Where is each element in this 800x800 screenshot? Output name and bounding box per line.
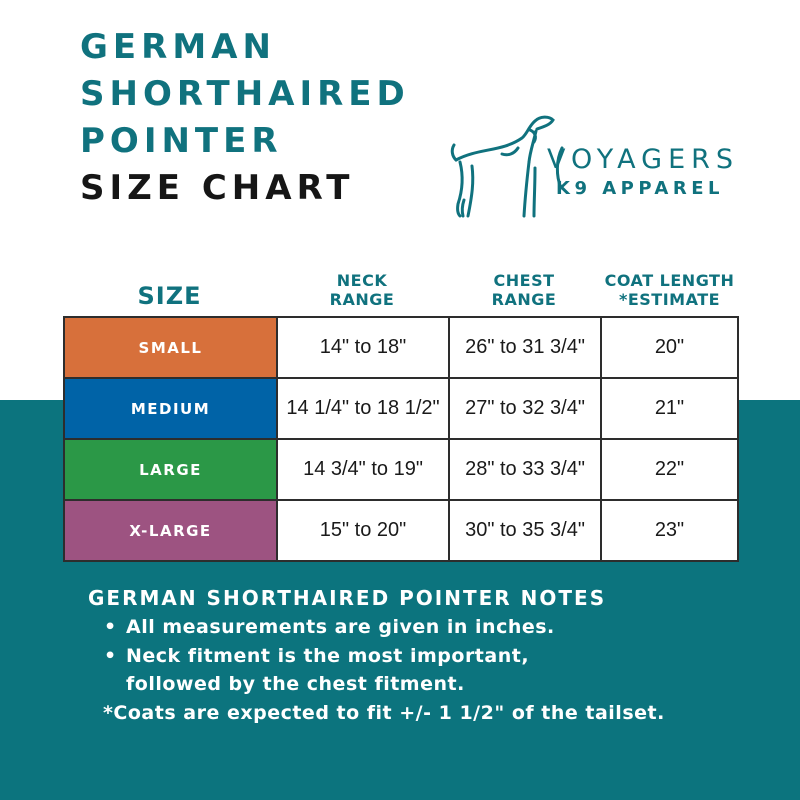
table-header-row [63, 260, 739, 316]
column-header-chest-range: CHEST RANGE [491, 271, 557, 309]
chest-cell-large: 28" to 33 3/4" [450, 440, 600, 499]
coat-cell-xlarge: 23" [602, 501, 737, 560]
brand-name: VOYAGERS [547, 144, 740, 175]
note-bullet-2: • Neck fitment is the most important, [88, 642, 748, 671]
size-cell-medium: MEDIUM [65, 379, 276, 438]
title-line-1: GERMAN [80, 27, 276, 67]
column-header-neck-range: NECK RANGE [329, 271, 395, 309]
chest-cell-medium: 27" to 32 3/4" [450, 379, 600, 438]
bullet-icon: • [104, 644, 117, 667]
bullet-icon: • [104, 616, 117, 638]
neck-cell-medium: 14 1/4" to 18 1/2" [278, 379, 448, 438]
title-line-3: POINTER [80, 121, 283, 161]
coat-cell-small: 20" [602, 318, 737, 377]
neck-cell-small: 14" to 18" [278, 318, 448, 377]
note-bullet-2-continued: followed by the chest fitment. [126, 673, 465, 695]
size-table [63, 260, 739, 562]
size-cell-small: SMALL [65, 318, 276, 377]
notes-section [88, 584, 748, 727]
table-body [63, 316, 739, 562]
size-cell-xlarge: X-LARGE [65, 501, 276, 560]
notes-heading: GERMAN SHORTHAIRED POINTER NOTES [88, 586, 607, 610]
note-footnote: *Coats are expected to fit +/- 1 1/2" of the tailset. [103, 701, 665, 724]
page-subtitle: SIZE CHART [80, 168, 355, 208]
chest-cell-small: 26" to 31 3/4" [450, 318, 600, 377]
chest-cell-xlarge: 30" to 35 3/4" [450, 501, 600, 560]
coat-cell-large: 22" [602, 440, 737, 499]
column-header-size: SIZE [137, 282, 202, 310]
page-title [80, 24, 410, 212]
title-line-2: SHORTHAIRED [80, 74, 410, 114]
brand-logo [450, 100, 750, 230]
note-bullet-1: • All measurements are given in inches. [88, 613, 748, 642]
neck-cell-large: 14 3/4" to 19" [278, 440, 448, 499]
brand-subname: K9 APPAREL [556, 178, 724, 199]
coat-cell-medium: 21" [602, 379, 737, 438]
neck-cell-xlarge: 15" to 20" [278, 501, 448, 560]
column-header-coat-length: COAT LENGTH *ESTIMATE [604, 271, 735, 309]
size-cell-large: LARGE [65, 440, 276, 499]
